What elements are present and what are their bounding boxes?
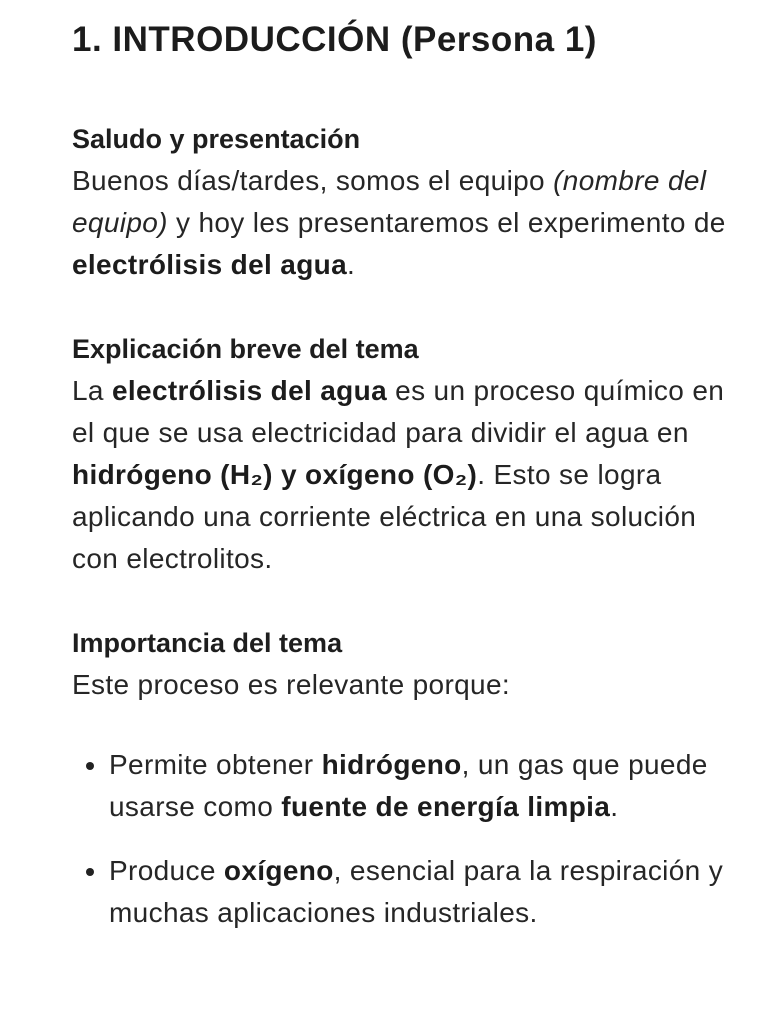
products-emphasis: hidrógeno (H₂) y oxígeno (O₂) — [72, 459, 478, 490]
team-name-placeholder: (nombre del equipo) — [72, 165, 707, 238]
list-item — [72, 850, 728, 934]
importance-bullet-list — [72, 744, 728, 934]
list-item — [72, 744, 728, 828]
bullet-icon — [86, 762, 94, 770]
explanation-text-2: es un proceso químico en el que se usa electricidad para dividir el agua en — [72, 375, 725, 448]
importance-heading: Importancia del tema — [72, 628, 343, 658]
explanation-text-3: . Esto se logra aplicando una corriente eléctrica en una solución con electrolitos. — [72, 459, 697, 574]
importance-section — [72, 622, 728, 934]
bullet-text-part: , esencial para la respiración y muchas aplicaciones industriales. — [109, 855, 724, 928]
bullet-text-part: Produce — [109, 855, 224, 886]
bullet-emphasis: oxígeno — [223, 855, 334, 886]
greeting-section — [72, 118, 728, 286]
explanation-section — [72, 328, 728, 580]
greeting-text-3: . — [347, 249, 356, 280]
bullet-text-part: Permite obtener — [109, 749, 322, 780]
greeting-text-1: Buenos días/tardes, somos el equipo — [72, 165, 554, 196]
bullet-text-part: , un gas que puede usarse como — [109, 749, 708, 822]
greeting-paragraph — [72, 160, 728, 286]
topic-emphasis: electrólisis del agua — [72, 249, 348, 280]
bullet-emphasis: hidrógeno — [321, 749, 462, 780]
bullet-icon — [86, 868, 94, 876]
importance-intro: Este proceso es relevante porque: — [72, 669, 511, 700]
greeting-text-2: y hoy les presentaremos el experimento de — [167, 207, 726, 238]
bullet-emphasis: fuente de energía limpia — [281, 791, 611, 822]
explanation-paragraph — [72, 370, 728, 580]
greeting-heading: Saludo y presentación — [72, 124, 361, 154]
bullet-text-part: . — [610, 791, 619, 822]
bullet-text — [109, 744, 728, 828]
page-title: 1. INTRODUCCIÓN (Persona 1) — [72, 20, 597, 59]
explanation-topic-emphasis: electrólisis del agua — [111, 375, 388, 406]
explanation-text-1: La — [72, 375, 112, 406]
bullet-text — [109, 850, 728, 934]
explanation-heading: Explicación breve del tema — [72, 334, 419, 364]
